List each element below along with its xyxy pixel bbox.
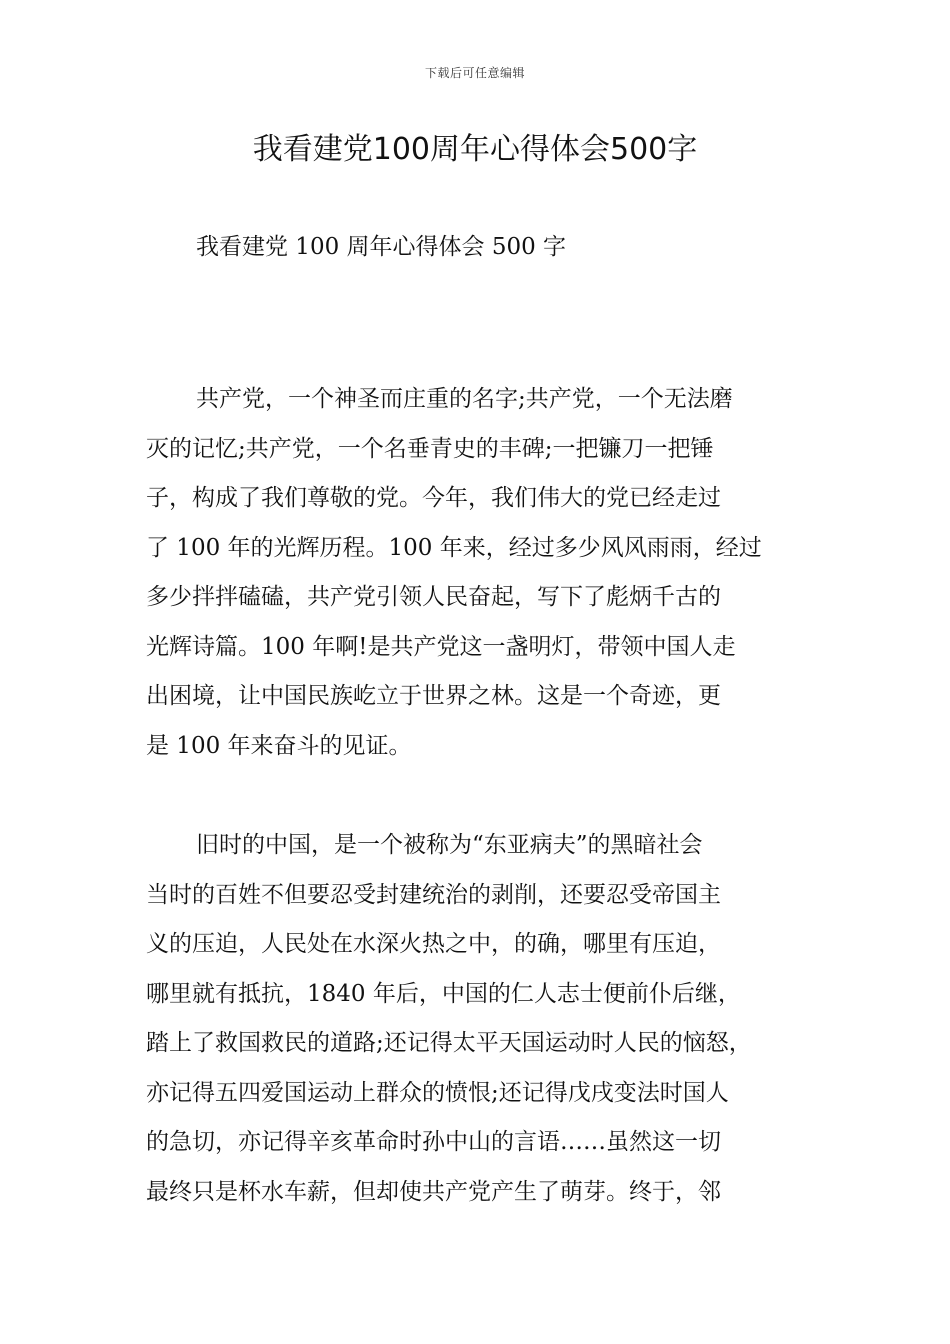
text-line: 旧时的中国，是一个被称为“东亚病夫”的黑暗社会 — [196, 832, 703, 858]
paragraph-1 — [146, 375, 816, 771]
text-line: 出困境，让中国民族屹立于世界之林。这是一个奇迹，更 — [146, 683, 721, 709]
text-line: 的急切，亦记得辛亥革命时孙中山的言语……虽然这一切 — [146, 1129, 721, 1155]
text-line: 亦记得五四爱国运动上群众的愤恨;还记得戊戌变法时国人 — [146, 1079, 729, 1106]
document-subtitle: 我看建党 100 周年心得体会 500 字 — [196, 234, 567, 260]
header-note: 下载后可任意编辑 — [424, 66, 525, 80]
document-title: 我看建党100周年心得体会500字 — [252, 132, 698, 167]
paragraph-2 — [146, 821, 816, 1217]
text-line: 多少拌拌磕磕，共产党引领人民奋起，写下了彪炳千古的 — [146, 584, 721, 610]
text-line: 了 100 年的光辉历程。100 年来，经过多少风风雨雨，经过 — [146, 534, 762, 561]
text-line: 灭的记忆;共产党，一个名垂青史的丰碑;一把镰刀一把锤 — [146, 435, 714, 462]
text-line: 踏上了救国救民的道路;还记得太平天国运动时人民的恼怒， — [146, 1030, 752, 1056]
text-line: 当时的百姓不但要忍受封建统治的剥削，还要忍受帝国主 — [146, 881, 721, 908]
text-line: 共产党，一个神圣而庄重的名字;共产党，一个无法磨 — [196, 386, 733, 412]
text-line: 最终只是杯水车薪，但却使共产党产生了萌芽。终于，邻 — [146, 1178, 721, 1205]
text-line: 光辉诗篇。100 年啊!是共产党这一盏明灯，带领中国人走 — [146, 633, 736, 660]
text-line: 是 100 年来奋斗的见证。 — [146, 732, 412, 759]
text-line: 哪里就有抵抗，1840 年后，中国的仁人志士便前仆后继， — [146, 980, 741, 1007]
text-line: 子，构成了我们尊敬的党。今年，我们伟大的党已经走过 — [146, 485, 721, 511]
text-line: 义的压迫，人民处在水深火热之中，的确，哪里有压迫， — [146, 931, 721, 957]
